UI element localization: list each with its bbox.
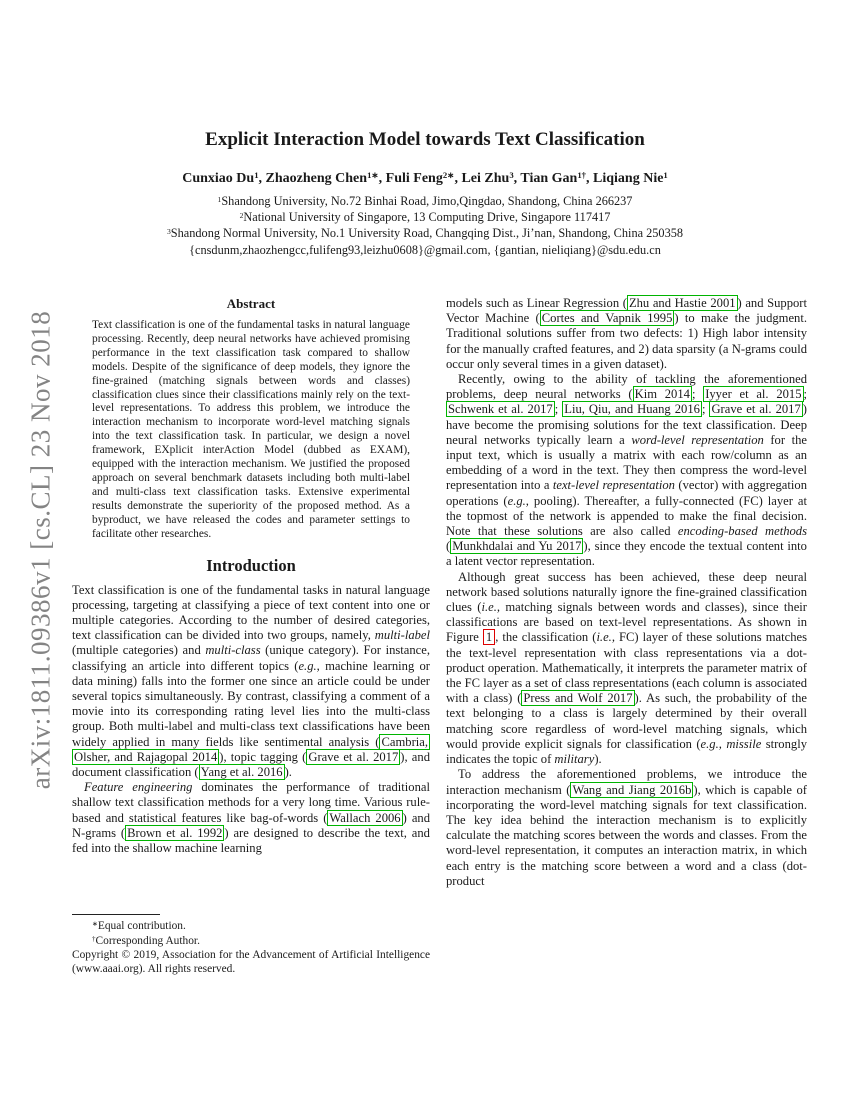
text-segment: ) to make the judgment. Traditional solutions suffer from two defects: 1) High labor intensity for the manually crafted features, and 2) data sparsity (a N-grams could occur only several times in a given dataset).	[446, 311, 807, 371]
citation-link[interactable]: Cortes and Vapnik 1995	[541, 311, 673, 326]
text-segment: , Zhaozheng Chen	[258, 171, 368, 186]
introduction-heading: Introduction	[206, 555, 296, 575]
footnote-corresponding-author	[72, 935, 430, 950]
abstract-heading: Abstract	[226, 296, 276, 311]
superscript: 1∗	[367, 170, 379, 181]
text-segment: ) have become the promising solutions for the text classification. Deep neural networks typically learn a	[446, 402, 807, 447]
citation-link[interactable]: Brown et al. 1992	[127, 825, 223, 840]
affiliation-line-1	[0, 194, 850, 210]
text-segment: Text classification is one of the fundamental tasks in natural language processing, targeting at classifying a piece of text content into one or multiple categories. According to the number of desired categories, text classification can be divided into two groups, namely,	[72, 582, 430, 643]
right-paragraph-4	[446, 767, 807, 889]
right-paragraph-1	[446, 296, 807, 372]
right-column	[446, 296, 807, 889]
text-segment: ;	[803, 387, 808, 402]
text-segment: (unique category). For instance, classifying an article into different topics (	[72, 643, 430, 673]
text-segment: ). As such, the probability of the text belonging to a class is largely determined by their overall matching score regardless of word-level matching signals, which would provide explicit signals for classification (	[446, 691, 808, 751]
text-segment: {cnsdunm,zhaozhengcc,fulifeng93,leizhu0608}@gmail.com, {gantian, nieliqiang}@sdu.edu.cn	[189, 242, 661, 257]
footnotes-block	[72, 914, 430, 977]
text-segment: , Liqiang Nie	[586, 171, 664, 186]
affiliation-line-2	[0, 210, 850, 226]
affiliation-line-3	[0, 226, 850, 242]
superscript: 1	[254, 170, 259, 181]
text-segment: ), since they encode the textual content into a latent vector representation.	[446, 539, 807, 569]
left-column	[72, 296, 430, 856]
text-segment: (vector) with aggregation operations (	[446, 478, 807, 508]
italic-text: missile	[726, 736, 762, 751]
superscript: 3	[509, 170, 514, 181]
right-paragraph-2	[446, 372, 807, 570]
citation-link[interactable]: Iyyer et al. 2015	[705, 387, 802, 402]
text-segment: Shandong Normal University, No.1 University Road, Changqing Dist., Ji’nan, Shandong, China 250358	[170, 226, 684, 241]
citation-link[interactable]: Yang et al. 2016	[200, 764, 283, 779]
email-line	[0, 243, 850, 257]
text-segment: ) are designed to describe the text, and fed into the shallow machine learning	[72, 825, 430, 855]
citation-link[interactable]: Grave et al. 2017	[308, 749, 399, 764]
right-paragraph-3	[446, 570, 807, 768]
text-segment: FC) layer of these solutions matches the text-level representation with class representations via a dot-product operation. Mathematically, it interprets the parameter matrix of the FC layer as a set of class representations (each column is associated with a class) (	[446, 630, 807, 706]
italic-text: Feature engineering	[84, 780, 193, 795]
text-segment: matching signals between words and classes), since their classifications are based on text-level representations. As shown in Figure	[446, 600, 808, 645]
superscript: 1	[663, 170, 668, 181]
arxiv-watermark: arXiv:1811.09386v1 [cs.CL] 23 Nov 2018	[25, 310, 56, 790]
italic-text: word-level representation	[631, 432, 764, 447]
citation-link[interactable]: Grave et al. 2017	[711, 402, 801, 417]
text-segment: , the classification (	[495, 630, 597, 645]
text-segment: models such as Linear Regression (	[446, 296, 627, 310]
italic-text: military	[554, 752, 595, 767]
superscript: 2	[239, 210, 244, 220]
citation-link[interactable]: Zhu and Hastie 2001	[628, 296, 736, 310]
text-segment: ) and N-grams (	[72, 810, 431, 840]
text-segment: (	[446, 539, 451, 554]
text-segment: for the input text, which is usually a matrix with each row/column as an embedding of a word in the text. They then compress the word-level representation into a	[446, 432, 808, 493]
text-segment: Cunxiao Du	[182, 171, 255, 186]
italic-text: e.g.,	[507, 493, 529, 508]
authors-line	[0, 171, 850, 187]
footnote-rule	[72, 914, 160, 915]
citation-link[interactable]: Liu, Qiu, and Huang 2016	[564, 402, 700, 417]
text-segment: ;	[691, 387, 704, 402]
text-segment: To address the aforementioned problems, we introduce the interaction mechanism (	[446, 767, 807, 797]
text-segment: strongly indicates the topic of	[446, 736, 807, 767]
italic-text: i.e.,	[596, 630, 615, 645]
text-segment: (multiple categories) and	[72, 643, 206, 658]
superscript: 1	[217, 194, 222, 204]
affiliations-block	[0, 194, 850, 257]
text-segment: machine learning or data mining) falls into the former one since an article could be under several topics simultaneously. By contrast, classifying a comment of a movie into its corresponding rating level lies into the multi-class group. Both multi-label and multi-class text classifications have been widely applied in many fields like sentimental analysis (	[72, 658, 431, 749]
italic-text: multi-label	[374, 628, 430, 643]
text-segment: Recently, owing to the ability of tackling the aforementioned problems, deep neural networks (	[446, 372, 807, 402]
citation-link[interactable]: Schwenk et al. 2017	[448, 402, 553, 417]
intro-paragraph-2	[72, 780, 430, 856]
superscript: 3	[166, 226, 171, 236]
text-segment: , Tian Gan	[513, 171, 578, 186]
text-segment: Although great success has been achieved, these deep neural network based solutions naturally ignore the fine-grained classification clues (	[446, 569, 807, 615]
text-segment: ), and document classification (	[72, 749, 430, 779]
figure-reference-link[interactable]: 1	[483, 629, 495, 645]
text-segment: ;	[554, 402, 563, 417]
superscript: †	[92, 934, 96, 943]
citation-link[interactable]: Cambria, Olsher, and Rajagopal 2014	[74, 734, 428, 764]
citation-link[interactable]: Wang and Jiang 2016b	[572, 782, 692, 797]
footnote-copyright	[72, 949, 430, 976]
text-segment: National University of Singapore, 13 Computing Drive, Singapore 117417	[243, 210, 611, 225]
text-segment: ).	[284, 764, 292, 779]
abstract-text: Text classification is one of the fundamental tasks in natural language processing. Recently, deep neural networks have achieved promising performance in the text classification task compared to shallow models. Despite of the significance of deep models, they ignore the fine-grained (matching signals between words and classes) classification clues since their classifications mainly rely on the text-level representations. To address this problem, we introduce the interaction mechanism to incorporate word-level matching signals into the text classification task. In particular, we design a novel framework, EXplicit interAction Model (dubbed as EXAM), equipped with the interaction mechanism. We justified the proposed approach on several benchmark datasets including both multi-label and multi-class text classification tasks. Extensive experimental results demonstrate the superiority of the proposed method. As a byproduct, we have released the codes and parameter settings to facilitate other researches.	[92, 319, 410, 540]
citation-link[interactable]: Wallach 2006	[329, 810, 401, 825]
italic-text: text-level representation	[552, 478, 675, 493]
italic-text: e.g.,	[700, 736, 722, 751]
italic-text: e.g.,	[298, 658, 320, 673]
text-segment: Corresponding Author.	[95, 934, 200, 947]
footnote-equal-contribution	[72, 920, 430, 935]
italic-text: i.e.,	[481, 600, 500, 615]
superscript: 1†	[577, 170, 587, 181]
text-segment: , Lei Zhu	[454, 171, 510, 186]
text-segment: ), topic tagging (	[219, 749, 307, 764]
text-segment: ), which is capable of incorporating the word-level matching signals for text classification. The key idea behind the interaction mechanism is to explicitly calculate the matching scores between the words and classes. From the word-level representation, it computes an interaction matrix, in which each entry is the matching score between a word and a class (dot-product	[446, 782, 807, 888]
citation-link[interactable]: Munkhdalai and Yu 2017	[452, 539, 582, 554]
superscript: ∗	[92, 919, 98, 928]
paper-title: Explicit Interaction Model towards Text Classification	[205, 129, 645, 150]
text-segment: Copyright © 2019, Association for the Advancement of Artificial Intelligence (www.aaai.org). All rights reserved.	[72, 949, 430, 976]
text-segment: pooling). Thereafter, a fully-connected (FC) layer at the topmost of the network is appended to make the final decision. Note that these solutions are also called	[446, 493, 808, 539]
text-segment: , Fuli Feng	[378, 171, 443, 186]
text-segment: Shandong University, No.72 Binhai Road, Jimo,Qingdao, Shandong, China 266237	[221, 194, 633, 208]
text-segment: ).	[594, 752, 602, 767]
citation-link[interactable]: Press and Wolf 2017	[523, 691, 633, 706]
citation-link[interactable]: Kim 2014	[634, 387, 690, 402]
italic-text: encoding-based methods	[677, 524, 807, 539]
text-segment: Equal contribution.	[97, 920, 186, 932]
superscript: 2∗	[442, 170, 455, 181]
text-segment: ) and Support Vector Machine (	[446, 296, 807, 326]
intro-paragraph-1	[72, 583, 430, 781]
text-segment: ;	[701, 402, 710, 417]
italic-text: multi-class	[205, 643, 261, 658]
text-segment: dominates the performance of traditional shallow text classification methods for a very long time. Various rule-based and statistical features like bag-of-words (	[72, 780, 430, 825]
